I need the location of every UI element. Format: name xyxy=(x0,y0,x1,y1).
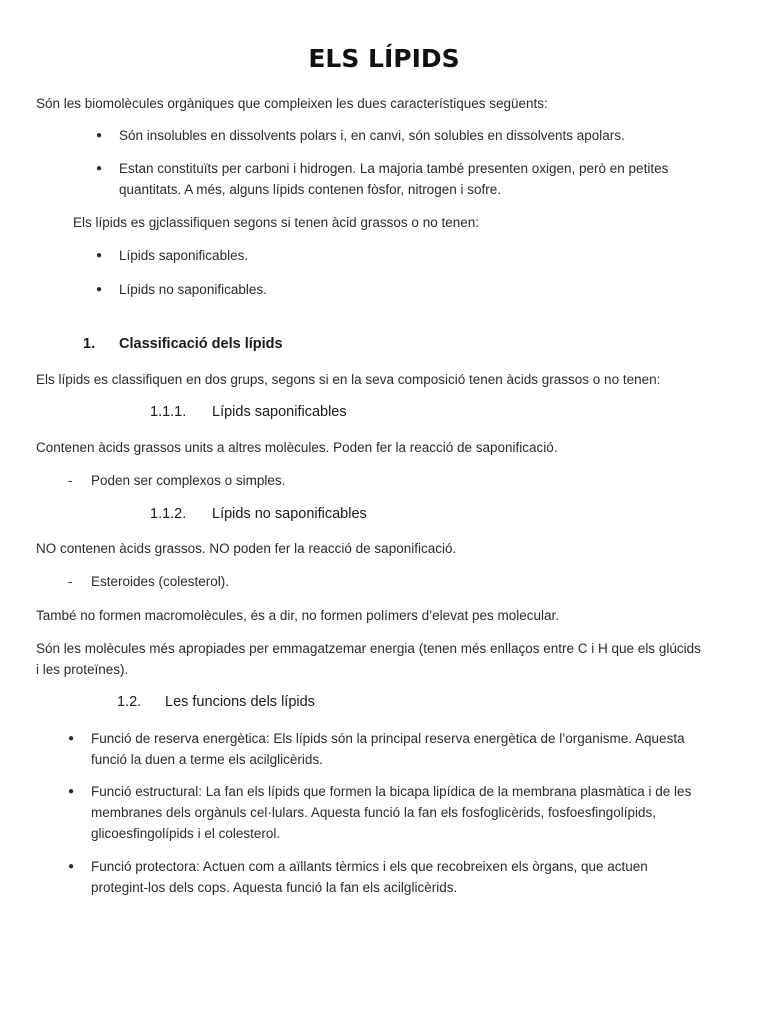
section-number: 1.2. xyxy=(117,694,142,710)
intro-paragraph: Són les biomolècules orgàniques que compleixen les dues característiques següents: xyxy=(36,96,548,111)
list-item-text: Són insolubles en dissolvents polars i, en canvi, són solubles en dissolvents apolars. xyxy=(119,128,625,143)
document-title: ELS LÍPIDS xyxy=(308,44,460,73)
section-title: Lípids saponificables xyxy=(212,404,347,420)
list-item-text: Lípids no saponificables. xyxy=(119,282,267,297)
section-title: Classificació dels lípids xyxy=(119,336,283,352)
classify-paragraph: Els lípids es gjclassifiquen segons si tenen àcid grassos o no tenen: xyxy=(73,215,479,230)
dash-mark: - xyxy=(68,473,73,488)
bullet-mark: ● xyxy=(96,284,103,295)
list-item-text: Estan constituïts per carboni i hidrogen. La majoria també presenten oxigen, però en petites quantitats. A més, alguns lípids contenen fòsfor, nitrogen i sofre. xyxy=(119,161,669,197)
section-title: Lípids no saponificables xyxy=(212,506,367,522)
list-item-text: Funció estructural: La fan els lípids que formen la bicapa lipídica de la membrana plasmàtica i de les membranes dels orgànuls cel·lulars. Aquesta funció la fan els fosfoglicèrids, fosfoesfingolípids, glicoesfingolípids i el colesterol. xyxy=(91,784,692,841)
bullet-mark: ● xyxy=(96,250,103,261)
section-1-1-2-text-2: També no formen macromolècules, és a dir, no formen polímers d’elevat pes molecular. xyxy=(36,608,559,623)
section-1-1-1-text: Contenen àcids grassos units a altres molècules. Poden fer la reacció de saponificació. xyxy=(36,440,558,455)
list-item-text: Lípids saponificables. xyxy=(119,248,249,263)
list-item-text: Funció protectora: Actuen com a aïllants tèrmics i els que recobreixen els òrgans, que actuen protegint-los dels cops. Aquesta funció la fan els acilglicèrids. xyxy=(91,859,648,895)
list-item-text: Funció de reserva energètica: Els lípids són la principal reserva energètica de l’organisme. Aquesta funció la duen a terme els acilglicèrids. xyxy=(91,731,685,767)
list-item-text: Poden ser complexos o simples. xyxy=(91,473,286,488)
bullet-mark: ● xyxy=(68,786,75,797)
bullet-mark: ● xyxy=(68,733,75,744)
section-number: 1. xyxy=(83,336,96,352)
section-number: 1.1.2. xyxy=(150,506,187,522)
bullet-mark: ● xyxy=(96,163,103,174)
dash-mark: - xyxy=(68,574,73,589)
bullet-mark: ● xyxy=(68,861,75,872)
list-item-text: Esteroides (colesterol). xyxy=(91,574,230,589)
section-1-text: Els lípids es classifiquen en dos grups, segons si en la seva composició tenen àcids grassos o no tenen: xyxy=(36,372,661,387)
bullet-mark: ● xyxy=(96,130,103,141)
section-1-1-2-text: NO contenen àcids grassos. NO poden fer la reacció de saponificació. xyxy=(36,541,457,556)
section-1-1-2-text-3: Són les molècules més apropiades per emmagatzemar energia (tenen més enllaços entre C i H que els glúcids i les proteïnes). xyxy=(36,641,701,677)
section-number: 1.1.1. xyxy=(150,404,187,420)
section-title: Les funcions dels lípids xyxy=(165,694,315,710)
